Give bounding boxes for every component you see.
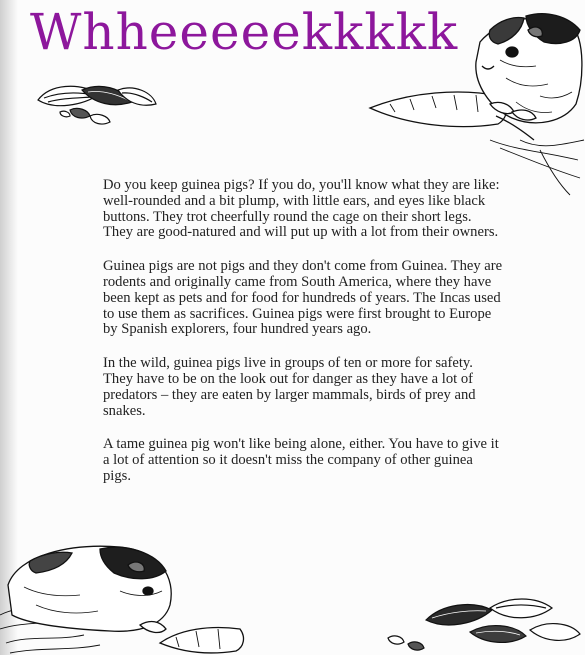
paragraph-origin: Guinea pigs are not pigs and they don't come from Guinea. They are rodents and originally came from South America, where they have been kept as pets and for food for hundreds of years. The Incas used to use them as sacrifices. Guinea pigs were first brought to Europe by Spanish explorers, four hundred years ago. [103,258,503,338]
page-title: Whheeeeekkkkk [30,3,459,61]
sunflower-seeds-illustration-top [30,76,170,136]
sunflower-seeds-illustration-bottom [380,580,585,655]
guinea-pig-eating-illustration [0,525,250,655]
paragraph-intro: Do you keep guinea pigs? If you do, you'll know what they are like: well-rounded and a bit plump, with little ears, and eyes like black buttons. They trot cheerfully round the cage on their short legs. They are good-natured and will put up with a lot from their owners. [103,177,500,241]
article-body [103,178,503,503]
guinea-pig-with-carrot-illustration [340,0,585,200]
paragraph-wild: In the wild, guinea pigs live in groups of ten or more for safety. They have to be on the look out for danger as they have a lot of predators – they are eaten by larger mammals, birds of prey and snakes. [103,355,476,419]
paragraph-tame: A tame guinea pig won't like being alone, either. You have to give it a lot of attention so it doesn't miss the company of other guinea pigs. [103,436,499,484]
